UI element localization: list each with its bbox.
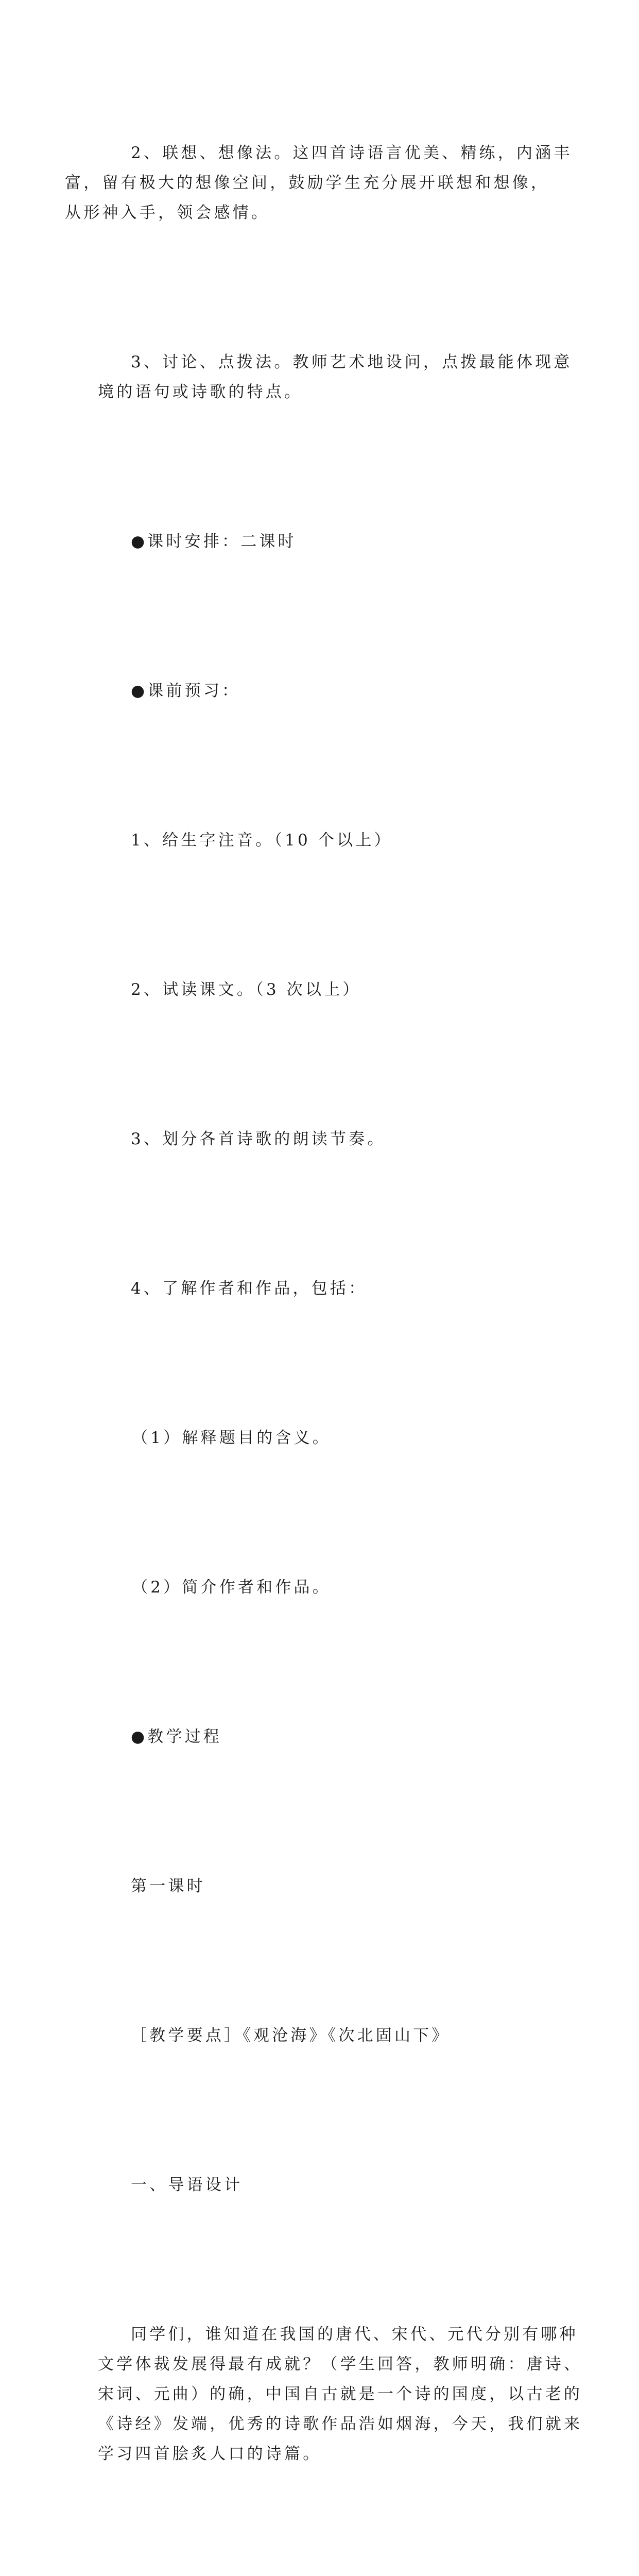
preview-item-4 — [98, 1214, 541, 1363]
text-line: 境的语句或诗歌的特点。 — [98, 383, 303, 401]
section-heading-1 — [98, 2110, 541, 2260]
text-line: 第一课时 — [131, 1877, 205, 1895]
preview-heading — [98, 616, 541, 766]
text-line: 《诗经》发端，优秀的诗歌作品浩如烟海，今天，我们就来 — [98, 2415, 583, 2433]
text-line: 宋词、元曲）的确，中国自古就是一个诗的国度，以古老的 — [98, 2385, 583, 2403]
text-line: ●教学过程 — [131, 1727, 222, 1746]
text-line: （2）简介作者和作品。 — [132, 1578, 331, 1597]
text-line: 2、试读课文。（3 次以上） — [131, 980, 361, 999]
text-line: 学习四首脍炙人口的诗篇。 — [98, 2445, 322, 2463]
text-line: ●课时安排：二课时 — [131, 532, 297, 551]
text-line: 一、导语设计 — [131, 2176, 243, 2194]
section-heading-2 — [98, 2529, 541, 2576]
document-page — [65, 78, 583, 2576]
paragraph-method-3 — [98, 287, 573, 467]
process-heading — [98, 1662, 541, 1811]
paragraph-method-2 — [65, 78, 573, 287]
schedule-line — [98, 467, 541, 616]
preview-item-3 — [98, 1064, 541, 1214]
text-line: 从形神入手，领会感情。 — [65, 204, 270, 222]
paragraph-intro — [98, 2260, 583, 2529]
text-line: 3、划分各首诗歌的朗读节奏。 — [131, 1130, 386, 1148]
lesson-heading — [98, 1811, 541, 1961]
text-line: 3、讨论、点拨法。教师艺术地设问，点拨最能体现意 — [131, 353, 573, 371]
preview-subitem-2 — [98, 1513, 541, 1662]
text-line: 同学们，谁知道在我国的唐代、宋代、元代分别有哪种 — [131, 2325, 578, 2344]
preview-item-1 — [98, 766, 541, 915]
text-line: ［教学要点］《观沧海》《次北固山下》 — [131, 2026, 451, 2045]
text-line: 富，留有极大的想像空间，鼓励学生充分展开联想和想像， — [65, 174, 550, 192]
text-line: 4、了解作者和作品，包括： — [131, 1279, 368, 1298]
preview-subitem-1 — [98, 1363, 541, 1513]
text-line: 1、给生字注音。（10 个以上） — [131, 831, 393, 850]
text-line: （1）解释题目的含义。 — [132, 1429, 331, 1447]
preview-item-2 — [98, 915, 541, 1064]
text-line: 2、联想、想像法。这四首诗语言优美、精练，内涵丰 — [131, 144, 573, 162]
text-line: 文学体裁发展得最有成就？（学生回答，教师明确：唐诗、 — [98, 2355, 583, 2374]
text-line: ●课前预习： — [131, 682, 241, 700]
key-points-line — [98, 1961, 541, 2110]
